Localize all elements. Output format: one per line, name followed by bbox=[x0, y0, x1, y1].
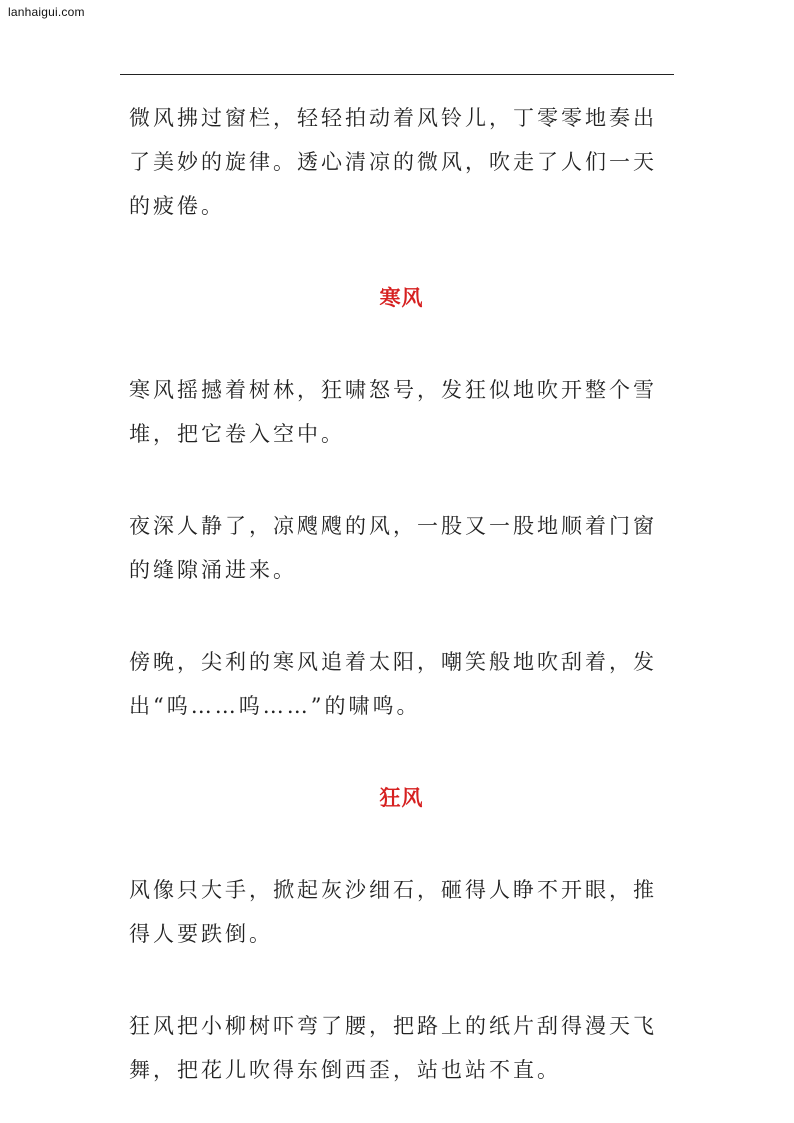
paragraph-cold-wind-1: 寒风摇撼着树林，狂啸怒号，发狂似地吹开整个雪堆，把它卷入空中。 bbox=[129, 378, 657, 446]
paragraph-gale-1: 风像只大手，掀起灰沙细石，砸得人睁不开眼，推得人要跌倒。 bbox=[129, 878, 657, 946]
section-title-gale: 狂风 bbox=[379, 785, 424, 810]
paragraph-cold-wind-3: 傍晚，尖利的寒风追着太阳，嘲笑般地吹刮着，发出“呜……呜……”的啸鸣。 bbox=[129, 650, 657, 718]
paragraph-cold-wind-2: 夜深人静了，凉飕飕的风，一股又一股地顺着门窗的缝隙涌进来。 bbox=[129, 514, 657, 582]
site-watermark: lanhaigui.com bbox=[8, 5, 85, 19]
section-title-cold-wind: 寒风 bbox=[379, 285, 424, 310]
article-body bbox=[129, 96, 674, 1092]
header-rule bbox=[120, 74, 674, 75]
paragraph-gale-2: 狂风把小柳树吓弯了腰，把路上的纸片刮得漫天飞舞，把花儿吹得东倒西歪，站也站不直。 bbox=[129, 1014, 657, 1082]
paragraph-breeze: 微风拂过窗栏，轻轻拍动着风铃儿，丁零零地奏出了美妙的旋律。透心清凉的微风，吹走了人们一天的疲倦。 bbox=[129, 106, 657, 218]
